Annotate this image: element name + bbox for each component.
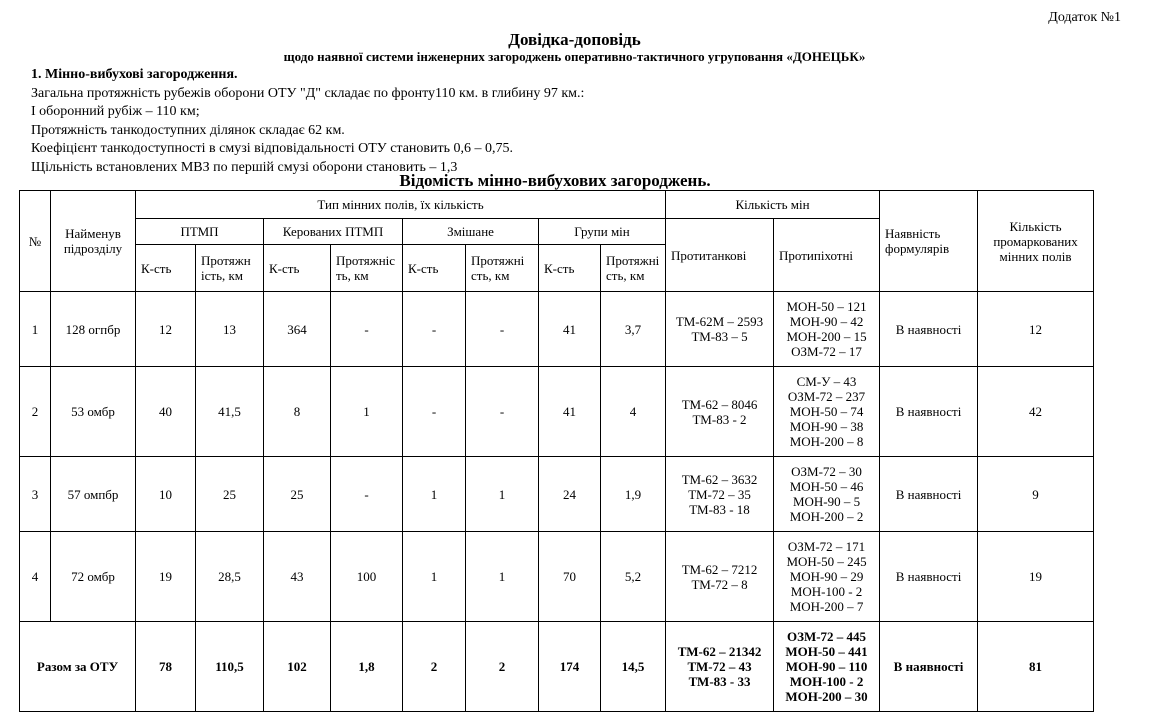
header-count: К-сть bbox=[136, 245, 196, 292]
mine-entry: ТМ-83 - 2 bbox=[692, 411, 747, 427]
header-antitank: Протитанкові bbox=[666, 219, 774, 292]
cell-ctrl-count: 25 bbox=[264, 457, 331, 532]
cell-ctrl-length: - bbox=[331, 292, 403, 367]
mine-entry: ОЗМ-72 – 237 bbox=[787, 389, 866, 404]
cell-antipersonnel bbox=[774, 457, 880, 532]
cell-antipersonnel bbox=[774, 367, 880, 457]
cell-antitank bbox=[666, 367, 774, 457]
header-mines-group: Кількість мін bbox=[666, 191, 880, 219]
intro-line: Коефіцієнт танкодоступності в смузі відповідальності ОТУ становить 0,6 – 0,75. bbox=[31, 141, 514, 156]
cell-total-label: Разом за ОТУ bbox=[20, 622, 136, 712]
header-count: К-сть bbox=[539, 245, 601, 292]
header-types-group: Тип мінних полів, їх кількість bbox=[136, 191, 666, 219]
table-title: Відомість мінно-вибухових загороджень. bbox=[399, 171, 711, 190]
mine-entry: МОН-90 – 38 bbox=[789, 419, 864, 434]
cell-ctrl-length: - bbox=[331, 457, 403, 532]
mine-entry: МОН-90 – 42 bbox=[789, 314, 864, 329]
cell-antipersonnel bbox=[774, 622, 880, 712]
cell-marked: 42 bbox=[978, 367, 1094, 457]
header-groups: Групи мін bbox=[539, 219, 666, 245]
cell-antitank bbox=[666, 292, 774, 367]
cell-mixed-count: - bbox=[403, 367, 466, 457]
intro-block bbox=[31, 66, 584, 177]
mine-entry: ТМ-62 – 7212 bbox=[681, 561, 758, 577]
cell-mixed-length: 1 bbox=[466, 457, 539, 532]
header-length: Протяжніс ть, км bbox=[331, 245, 403, 292]
mine-entry: ОЗМ-72 – 171 bbox=[787, 539, 866, 554]
cell-unit: 53 омбр bbox=[51, 367, 136, 457]
mine-entry: МОН-200 – 8 bbox=[789, 434, 864, 449]
cell-ctrl-length: 1 bbox=[331, 367, 403, 457]
cell-antitank bbox=[666, 622, 774, 712]
mine-entry: ТМ-62 – 8046 bbox=[681, 396, 758, 412]
header-forms: Наявність формулярів bbox=[880, 191, 978, 292]
cell-ptmp-count: 78 bbox=[136, 622, 196, 712]
mine-entry: МОН-50 – 74 bbox=[789, 404, 864, 419]
cell-ctrl-count: 102 bbox=[264, 622, 331, 712]
mine-entry: МОН-50 – 441 bbox=[785, 644, 868, 659]
intro-line: Протяжність танкодоступних ділянок складає 62 км. bbox=[31, 122, 345, 138]
header-length: Протяжні сть, км bbox=[466, 245, 539, 292]
intro-line: I оборонний рубіж – 110 км; bbox=[31, 104, 200, 119]
table-row bbox=[20, 292, 1094, 367]
mine-entry: ТМ-72 – 43 bbox=[687, 659, 752, 674]
cell-mixed-length: - bbox=[466, 367, 539, 457]
cell-ptmp-length: 25 bbox=[196, 457, 264, 532]
cell-ptmp-length: 41,5 bbox=[196, 367, 264, 457]
table-row bbox=[20, 457, 1094, 532]
cell-groups-count: 41 bbox=[539, 367, 601, 457]
cell-groups-count: 41 bbox=[539, 292, 601, 367]
cell-ctrl-count: 8 bbox=[264, 367, 331, 457]
cell-groups-length: 14,5 bbox=[601, 622, 666, 712]
cell-ptmp-length: 13 bbox=[196, 292, 264, 367]
cell-groups-length: 1,9 bbox=[601, 457, 666, 532]
header-count: К-сть bbox=[403, 245, 466, 292]
cell-ptmp-count: 12 bbox=[136, 292, 196, 367]
mine-entry: ОЗМ-72 – 30 bbox=[791, 464, 862, 479]
mine-entry: МОН-200 – 30 bbox=[785, 689, 868, 704]
cell-marked: 12 bbox=[978, 292, 1094, 367]
cell-forms: В наявності bbox=[880, 532, 978, 622]
cell-forms: В наявності bbox=[880, 292, 978, 367]
cell-antipersonnel bbox=[774, 532, 880, 622]
cell-num: 3 bbox=[20, 457, 51, 532]
section-title: 1. Мінно-вибухові загородження. bbox=[31, 67, 238, 82]
cell-groups-count: 174 bbox=[539, 622, 601, 712]
table-row bbox=[20, 367, 1094, 457]
cell-ptmp-count: 10 bbox=[136, 457, 196, 532]
cell-unit: 57 омпбр bbox=[51, 457, 136, 532]
mine-entry: ОЗМ-72 – 445 bbox=[786, 629, 867, 644]
cell-mixed-length: - bbox=[466, 292, 539, 367]
cell-forms: В наявності bbox=[880, 622, 978, 712]
mine-entry: МОН-90 – 5 bbox=[792, 494, 861, 509]
cell-ptmp-count: 19 bbox=[136, 532, 196, 622]
header-controlled: Керованих ПТМП bbox=[264, 219, 403, 245]
cell-antipersonnel bbox=[774, 292, 880, 367]
mine-entry: МОН-100 - 2 bbox=[789, 674, 864, 689]
cell-ctrl-length: 1,8 bbox=[331, 622, 403, 712]
header-ptmp: ПТМП bbox=[136, 219, 264, 245]
mine-entry: ТМ-72 – 8 bbox=[691, 576, 748, 592]
mine-entry: ТМ-62 – 21342 bbox=[677, 644, 762, 659]
mine-entry: ТМ-72 – 35 bbox=[688, 486, 751, 502]
cell-marked: 19 bbox=[978, 532, 1094, 622]
cell-mixed-count: - bbox=[403, 292, 466, 367]
cell-unit: 72 омбр bbox=[51, 532, 136, 622]
cell-num: 2 bbox=[20, 367, 51, 457]
cell-antitank bbox=[666, 532, 774, 622]
cell-ctrl-count: 43 bbox=[264, 532, 331, 622]
mine-entry: МОН-50 – 245 bbox=[786, 554, 867, 569]
mine-entry: МОН-100 - 2 bbox=[790, 584, 863, 599]
header-num: № bbox=[20, 191, 51, 292]
mine-entry: МОН-200 – 2 bbox=[789, 509, 864, 524]
cell-ctrl-length: 100 bbox=[331, 532, 403, 622]
mine-entry: МОН-200 – 7 bbox=[789, 599, 864, 614]
cell-ptmp-length: 110,5 bbox=[196, 622, 264, 712]
mines-table bbox=[19, 190, 1094, 712]
header-unit: Найменув підрозділу bbox=[51, 191, 136, 292]
intro-line: Загальна протяжність рубежів оборони ОТУ "Д" складає по фронту110 км. в глибину 97 км.: bbox=[31, 85, 585, 101]
mine-entry: МОН-50 – 121 bbox=[786, 299, 867, 314]
cell-groups-count: 24 bbox=[539, 457, 601, 532]
cell-groups-length: 4 bbox=[601, 367, 666, 457]
cell-mixed-count: 2 bbox=[403, 622, 466, 712]
cell-forms: В наявності bbox=[880, 457, 978, 532]
cell-antitank bbox=[666, 457, 774, 532]
header-marked: Кількість промаркованих мінних полів bbox=[978, 191, 1094, 292]
cell-mixed-length: 2 bbox=[466, 622, 539, 712]
mine-entry: МОН-90 – 110 bbox=[785, 659, 868, 674]
mine-entry: ТМ-62 – 3632 bbox=[681, 471, 758, 487]
table-row bbox=[20, 532, 1094, 622]
cell-mixed-length: 1 bbox=[466, 532, 539, 622]
mine-entry: ТМ-83 - 18 bbox=[689, 501, 750, 517]
intro-line: Щільність встановлених МВЗ по першій смузі оборони становить – 1,3 bbox=[31, 159, 458, 175]
header-antipersonnel: Протипіхотні bbox=[774, 219, 880, 292]
cell-mixed-count: 1 bbox=[403, 457, 466, 532]
mine-entry: ТМ-83 – 5 bbox=[691, 329, 748, 344]
mine-entry: ТМ-62М – 2593 bbox=[675, 314, 764, 329]
document-title: Довідка-доповідь bbox=[508, 30, 641, 49]
cell-mixed-count: 1 bbox=[403, 532, 466, 622]
cell-num: 4 bbox=[20, 532, 51, 622]
cell-ctrl-count: 364 bbox=[264, 292, 331, 367]
cell-unit: 128 огпбр bbox=[51, 292, 136, 367]
mine-entry: МОН-50 – 46 bbox=[789, 479, 864, 494]
annex-label: Додаток №1 bbox=[1048, 10, 1121, 25]
cell-groups-count: 70 bbox=[539, 532, 601, 622]
cell-groups-length: 5,2 bbox=[601, 532, 666, 622]
cell-forms: В наявності bbox=[880, 367, 978, 457]
cell-marked: 81 bbox=[978, 622, 1094, 712]
cell-ptmp-length: 28,5 bbox=[196, 532, 264, 622]
cell-num: 1 bbox=[20, 292, 51, 367]
header-count: К-сть bbox=[264, 245, 331, 292]
cell-ptmp-count: 40 bbox=[136, 367, 196, 457]
mine-entry: МОН-200 – 15 bbox=[786, 329, 867, 344]
document-subtitle: щодо наявної системи інженерних загороджень оперативно-тактичного угруповання «ДОНЕЦЬК» bbox=[283, 49, 866, 64]
mine-entry: СМ-У – 43 bbox=[796, 374, 857, 389]
mine-entry: МОН-90 – 29 bbox=[789, 569, 864, 584]
mine-entry: ТМ-83 - 33 bbox=[688, 674, 751, 689]
total-row bbox=[20, 622, 1094, 712]
header-length: Протяжні сть, км bbox=[601, 245, 666, 292]
header-mixed: Змішане bbox=[403, 219, 539, 245]
cell-marked: 9 bbox=[978, 457, 1094, 532]
mine-entry: ОЗМ-72 – 17 bbox=[791, 344, 862, 359]
header-length: Протяжн ість, км bbox=[196, 245, 264, 292]
cell-groups-length: 3,7 bbox=[601, 292, 666, 367]
